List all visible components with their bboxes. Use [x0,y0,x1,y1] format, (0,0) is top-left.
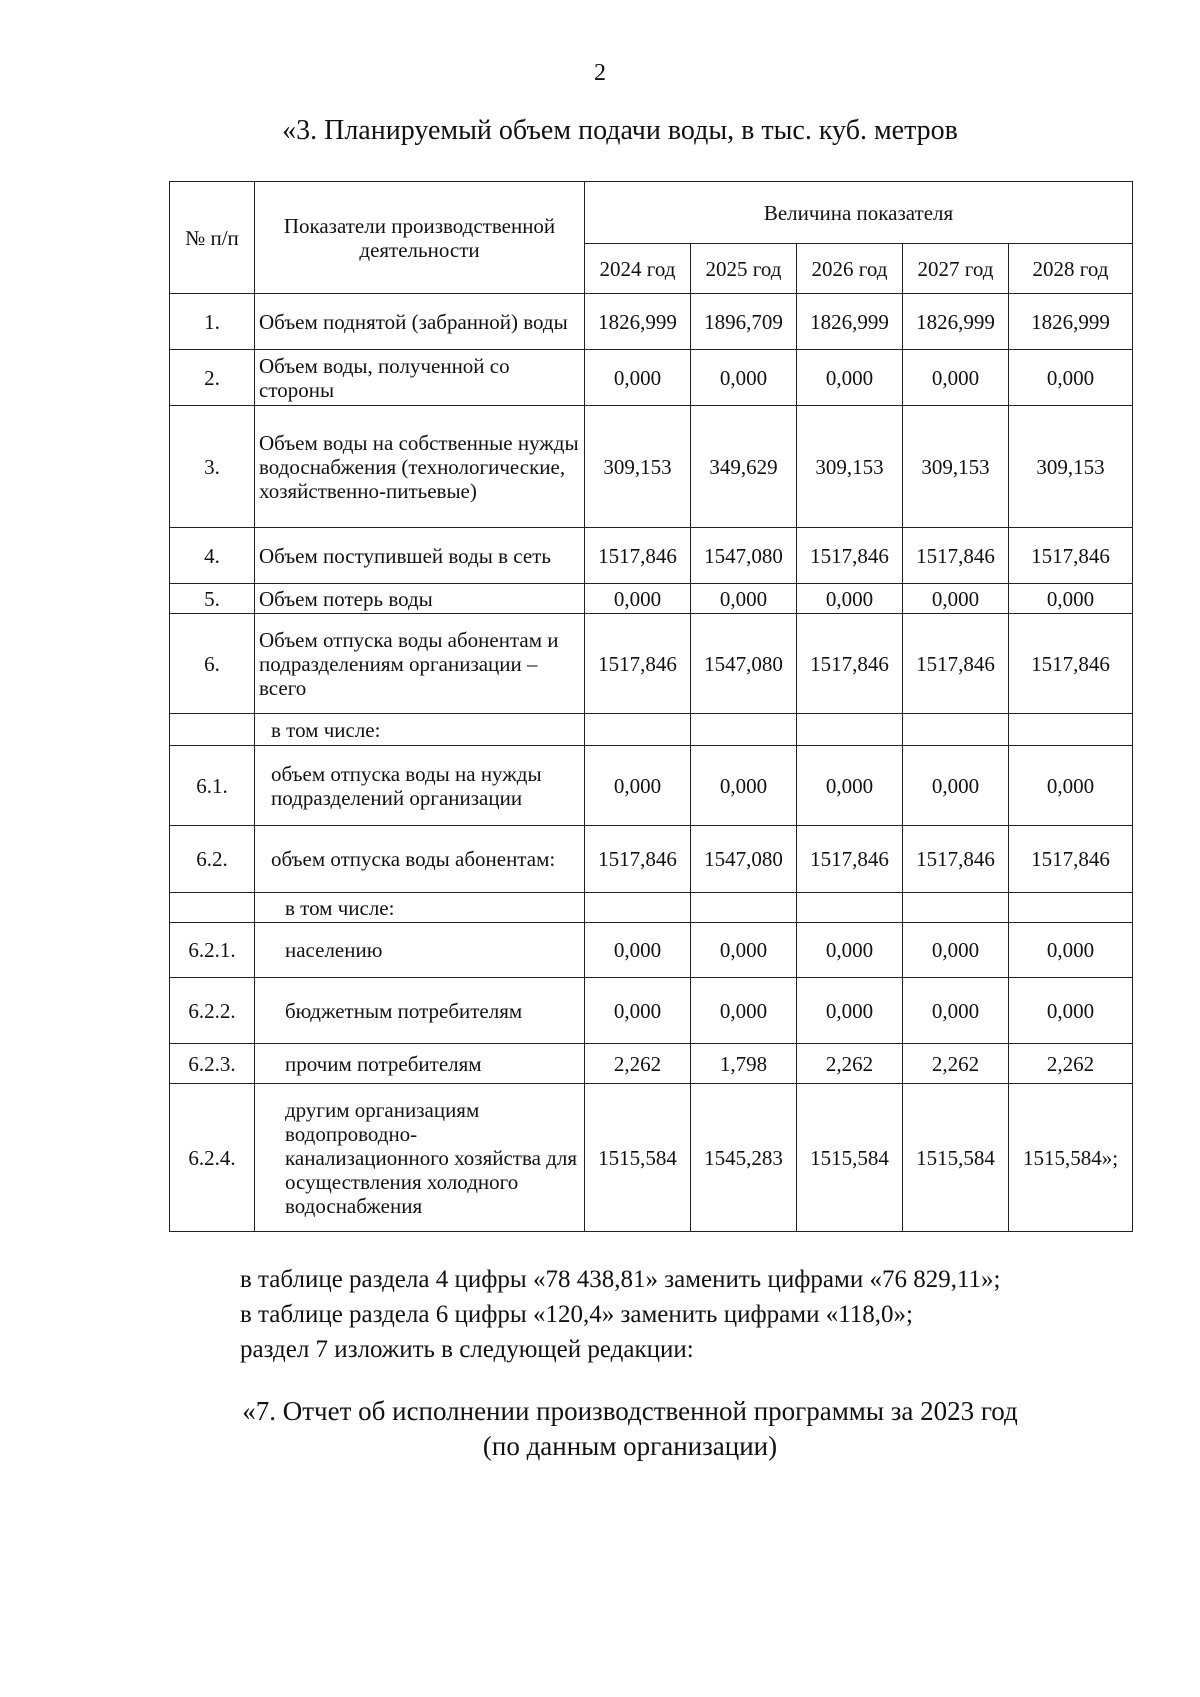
row-value: 1517,846 [797,614,903,714]
row-value: 0,000 [903,746,1009,826]
row-name: в том числе: [255,893,585,923]
row-name: Объем воды, полученной со стороны [255,350,585,406]
row-name: объем отпуска воды на нужды подразделений организации [255,746,585,826]
row-num: 1. [170,294,255,350]
row-value: 1547,080 [691,614,797,714]
row-value: 0,000 [585,584,691,614]
amendment-paragraphs [240,1262,1140,1367]
row-name: Объем поступившей воды в сеть [255,528,585,584]
table-row [170,893,1133,923]
table-row [170,406,1133,528]
row-value: 0,000 [691,923,797,978]
row-value: 1517,846 [903,826,1009,893]
row-value [1009,893,1133,923]
table-row [170,714,1133,746]
row-value: 0,000 [797,923,903,978]
row-value: 0,000 [1009,978,1133,1044]
row-num: 6.2.2. [170,978,255,1044]
table-row [170,528,1133,584]
row-value: 1545,283 [691,1084,797,1232]
row-value: 0,000 [797,978,903,1044]
row-num: 5. [170,584,255,614]
row-num: 6. [170,614,255,714]
section-7-title-line: «7. Отчет об исполнении производственной программы за 2023 год [242,1396,1018,1426]
row-num: 4. [170,528,255,584]
row-value: 0,000 [1009,584,1133,614]
row-value: 0,000 [903,923,1009,978]
table-row [170,614,1133,714]
row-value: 0,000 [1009,350,1133,406]
row-value: 1517,846 [903,614,1009,714]
row-value: 1896,709 [691,294,797,350]
row-value: 2,262 [903,1044,1009,1084]
row-value: 2,262 [1009,1044,1133,1084]
row-value: 309,153 [1009,406,1133,528]
row-num: 6.2. [170,826,255,893]
row-value: 0,000 [585,923,691,978]
header-num: № п/п [170,182,255,294]
row-value: 1517,846 [585,528,691,584]
paragraph: в таблице раздела 4 цифры «78 438,81» заменить цифрами «76 829,11»; [240,1266,1001,1293]
table-row [170,350,1133,406]
row-name: прочим потребителям [255,1044,585,1084]
header-value-group: Величина показателя [585,182,1133,244]
row-value: 1,798 [691,1044,797,1084]
table-row [170,1084,1133,1232]
row-value: 0,000 [797,746,903,826]
row-value: 1517,846 [1009,826,1133,893]
row-value: 1826,999 [903,294,1009,350]
row-value: 1547,080 [691,826,797,893]
header-year: 2026 год [797,244,903,294]
row-value [797,714,903,746]
water-supply-table [169,181,1133,1232]
row-name: в том числе: [255,714,585,746]
row-value: 349,629 [691,406,797,528]
row-num: 6.2.1. [170,923,255,978]
row-value: 309,153 [797,406,903,528]
row-value: 1515,584 [585,1084,691,1232]
row-value: 1517,846 [585,614,691,714]
row-name: Объем поднятой (забранной) воды [255,294,585,350]
table-row [170,584,1133,614]
row-value [797,893,903,923]
row-value: 2,262 [797,1044,903,1084]
row-value: 0,000 [691,978,797,1044]
row-value [1009,714,1133,746]
header-year: 2025 год [691,244,797,294]
header-year: 2027 год [903,244,1009,294]
row-value: 0,000 [585,350,691,406]
row-num [170,893,255,923]
row-value: 1515,584 [903,1084,1009,1232]
row-value [691,893,797,923]
header-indicator: Показатели производственной деятельности [255,182,585,294]
row-name: населению [255,923,585,978]
row-value: 1515,584»; [1009,1084,1133,1232]
row-value: 0,000 [585,978,691,1044]
row-num: 6.1. [170,746,255,826]
row-value: 1517,846 [797,826,903,893]
row-value [903,714,1009,746]
row-value: 0,000 [797,584,903,614]
table-row [170,746,1133,826]
row-value: 0,000 [691,350,797,406]
row-num: 6.2.3. [170,1044,255,1084]
table-row [170,826,1133,893]
row-name: Объем воды на собственные нужды водоснабжения (технологические, хозяйственно-питьевые) [255,406,585,528]
row-value: 1517,846 [797,528,903,584]
row-value: 0,000 [1009,923,1133,978]
row-name: другим организациям водопроводно-канализационного хозяйства для осуществления холодного водоснабжения [255,1084,585,1232]
row-value: 1826,999 [1009,294,1133,350]
paragraph: в таблице раздела 6 цифры «120,4» заменить цифрами «118,0»; [240,1301,913,1328]
table-row [170,923,1133,978]
row-value: 0,000 [691,584,797,614]
row-value: 1517,846 [1009,528,1133,584]
row-value: 0,000 [585,746,691,826]
row-value: 0,000 [1009,746,1133,826]
row-value [585,893,691,923]
header-year: 2028 год [1009,244,1133,294]
section-3-title: «3. Планируемый объем подачи воды, в тыс. куб. метров [282,115,958,146]
row-name: бюджетным потребителям [255,978,585,1044]
row-num: 6.2.4. [170,1084,255,1232]
row-value: 1515,584 [797,1084,903,1232]
section-7-title [200,1394,1060,1464]
page-number: 2 [594,60,606,86]
row-name: Объем потерь воды [255,584,585,614]
table-row [170,294,1133,350]
row-name: объем отпуска воды абонентам: [255,826,585,893]
row-num [170,714,255,746]
row-value: 0,000 [903,584,1009,614]
row-value: 1517,846 [903,528,1009,584]
row-value: 1826,999 [797,294,903,350]
row-value: 1517,846 [585,826,691,893]
row-value: 0,000 [903,350,1009,406]
row-value [691,714,797,746]
header-year: 2024 год [585,244,691,294]
row-value: 0,000 [903,978,1009,1044]
table-row [170,1044,1133,1084]
section-7-subtitle: (по данным организации) [482,1431,778,1461]
row-value: 1826,999 [585,294,691,350]
row-value: 1547,080 [691,528,797,584]
row-value: 0,000 [691,746,797,826]
row-value: 1517,846 [1009,614,1133,714]
row-value: 309,153 [585,406,691,528]
table-row [170,978,1133,1044]
row-value: 309,153 [903,406,1009,528]
row-num: 3. [170,406,255,528]
row-num: 2. [170,350,255,406]
row-value: 2,262 [585,1044,691,1084]
row-name: Объем отпуска воды абонентам и подразделениям организации – всего [255,614,585,714]
row-value: 0,000 [797,350,903,406]
row-value [585,714,691,746]
paragraph: раздел 7 изложить в следующей редакции: [240,1336,694,1363]
row-value [903,893,1009,923]
